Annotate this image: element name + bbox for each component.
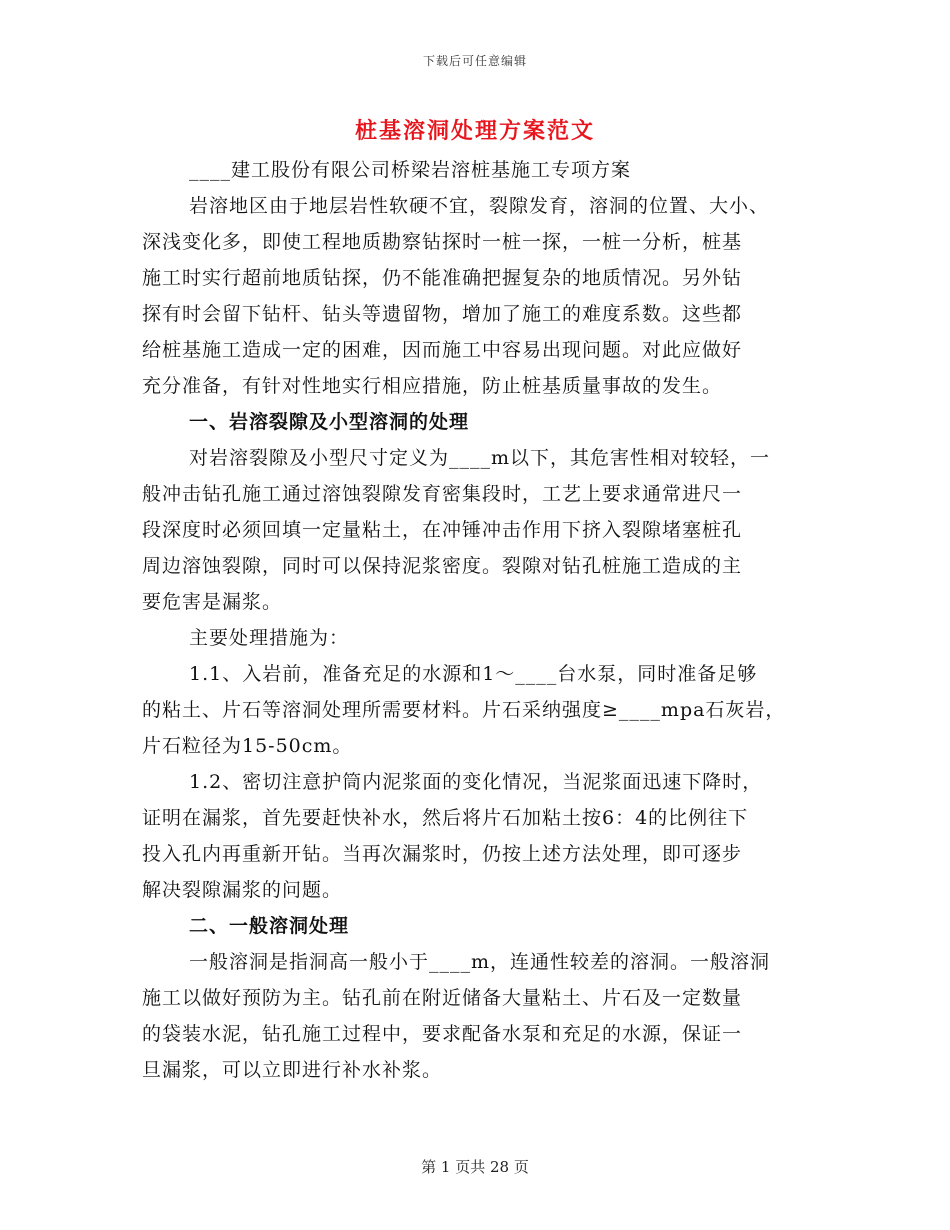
body-line: 片石粒径为15-50cm。: [142, 735, 353, 757]
body-line: 主要处理措施为：: [189, 627, 350, 649]
body-line: 一般溶洞是指洞高一般小于____m，连通性较差的溶洞。一般溶洞: [189, 951, 771, 973]
body-line: 对岩溶裂隙及小型尺寸定义为____m以下，其危害性相对较轻，一: [189, 447, 771, 469]
body-line: 1.1、入岩前，准备充足的水源和1～____台水泵，同时准备足够: [189, 663, 758, 685]
body-line: 投入孔内再重新开钻。当再次漏浆时，仍按上述方法处理，即可逐步: [142, 843, 743, 865]
body-line: 的袋装水泥，钻孔施工过程中，要求配备水泵和充足的水源，保证一: [142, 1023, 743, 1045]
body-line: 施工时实行超前地质钻探，仍不能准确把握复杂的地质情况。另外钻: [142, 267, 743, 289]
document-body: [142, 152, 822, 1088]
body-line: 要危害是漏浆。: [142, 591, 283, 613]
body-line: 施工以做好预防为主。钻孔前在附近储备大量粘土、片石及一定数量: [142, 987, 743, 1009]
body-line: 深浅变化多，即使工程地质勘察钻探时一桩一探，一桩一分析，桩基: [142, 231, 743, 253]
body-line: 岩溶地区由于地层岩性软硬不宜，裂隙发育，溶洞的位置、大小、: [189, 195, 770, 217]
body-line: 段深度时必须回填一定量粘土，在冲锤冲击作用下挤入裂隙堵塞桩孔: [142, 519, 743, 541]
body-line: 旦漏浆，可以立即进行补水补浆。: [142, 1059, 443, 1081]
body-line: 解决裂隙漏浆的问题。: [142, 879, 343, 901]
section-heading: 一、岩溶裂隙及小型溶洞的处理: [189, 411, 470, 433]
page-number: 第 1 页共 28 页: [421, 1158, 529, 1176]
body-line: 1.2、密切注意护筒内泥浆面的变化情况，当泥浆面迅速下降时，: [189, 771, 763, 793]
body-line: 给桩基施工造成一定的困难，因而施工中容易出现问题。对此应做好: [142, 339, 743, 361]
body-line: 的粘土、片石等溶洞处理所需要材料。片石采纳强度≥____mpa石灰岩，: [142, 699, 786, 721]
document-title: 桩基溶洞处理方案范文: [354, 118, 595, 144]
body-line: 充分准备，有针对性地实行相应措施，防止桩基质量事故的发生。: [142, 375, 723, 397]
header-note: 下载后可任意编辑: [422, 54, 527, 68]
body-line: ____建工股份有限公司桥梁岩溶桩基施工专项方案: [189, 159, 632, 181]
section-heading: 二、一般溶洞处理: [189, 915, 350, 937]
body-line: 证明在漏浆，首先要赶快补水，然后将片石加粘土按6：4的比例往下: [142, 807, 749, 829]
body-line: 般冲击钻孔施工通过溶蚀裂隙发育密集段时，工艺上要求通常进尺一: [142, 483, 743, 505]
body-line: 周边溶蚀裂隙，同时可以保持泥浆密度。裂隙对钻孔桩施工造成的主: [142, 555, 743, 577]
body-line: 探有时会留下钻杆、钻头等遗留物，增加了施工的难度系数。这些都: [142, 303, 743, 325]
